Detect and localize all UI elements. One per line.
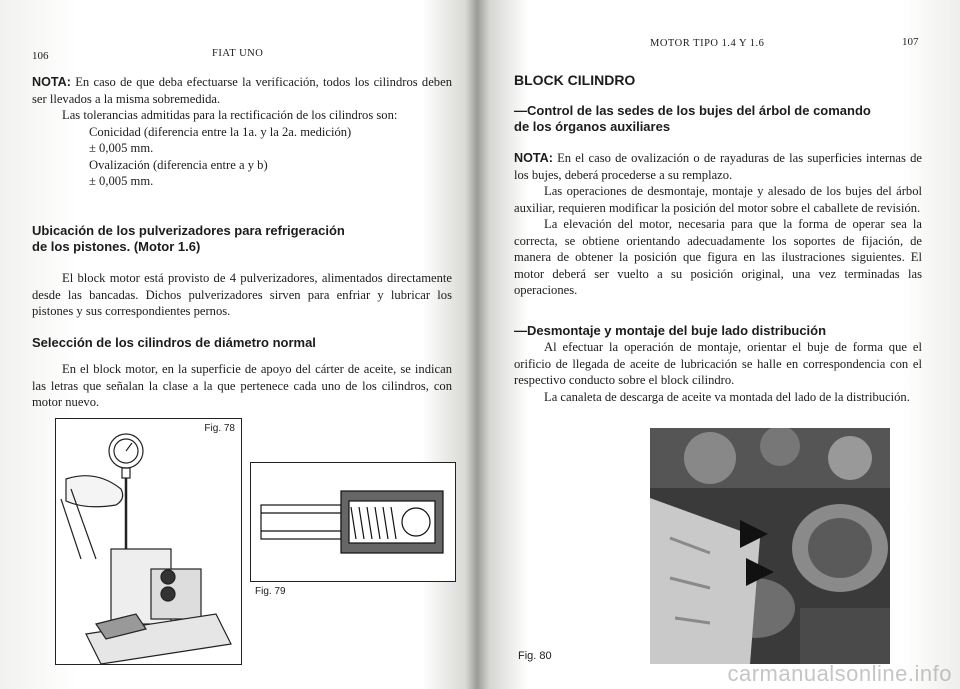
section-paragraph-1: Al efectuar la operación de montaje, orientar el buje de forma que el orificio de llegada de aceite de lubricación se halle en correspondencia con el respectivo conducto sobre el block cilindro.	[514, 340, 922, 387]
nota-label: NOTA:	[32, 75, 71, 89]
right-body	[514, 150, 922, 299]
figure-78	[55, 418, 242, 665]
right-page	[478, 0, 960, 689]
section-body-right	[514, 339, 922, 405]
tolerance-item: Conicidad (diferencia entre la 1a. y la 2a. medición)	[89, 124, 352, 139]
section-title-right: —Desmontaje y montaje del buje lado distribución	[514, 323, 827, 338]
block-subtitle	[514, 103, 914, 135]
sprayer-cross-section	[251, 463, 455, 581]
section1-title-line2: de los pistones. (Motor 1.6)	[32, 239, 201, 254]
section-paragraph-2: La canaleta de descarga de aceite va montada del lado de la distribución.	[544, 389, 910, 404]
section2-text: En el block motor, en la superficie de apoyo del cárter de aceite, se indican las letras que señalan la clase a la que pertenece cada uno de los cilindros, con motor nuevo.	[32, 362, 452, 409]
tolerances-intro: Las tolerancias admitidas para la rectificación de los cilindros son:	[62, 108, 398, 122]
figure-79	[250, 462, 456, 597]
tolerances-list	[32, 124, 452, 190]
tolerance-item: ± 0,005 mm.	[89, 141, 154, 155]
dial-gauge-illustration	[56, 419, 241, 664]
nota-text-right: En el caso de ovalización o de rayaduras de las superficies internas de los bujes, deberá procederse a su remplazo.	[514, 151, 922, 182]
engine-block-photo	[650, 428, 890, 664]
left-page	[0, 0, 478, 689]
section1-title	[32, 223, 452, 255]
subtitle-line2: de los órganos auxiliares	[514, 119, 671, 134]
figure-80-label: Fig. 80	[518, 650, 552, 662]
page-number-left: 106	[32, 50, 49, 62]
running-head-right: MOTOR TIPO 1.4 Y 1.6	[650, 38, 765, 49]
figure-78-label: Fig. 78	[204, 423, 235, 434]
running-head-left: FIAT UNO	[212, 48, 264, 59]
paragraph-2: La elevación del motor, necesaria para que la forma de operar sea la correcta, se obtiene orientando adecuadamente los soportes de fijación, de manera de obtener la posición que figura en las ilustraciones siguientes. El motor deberá ser vuelto a su posición original, una vez terminadas las operaciones.	[514, 217, 922, 297]
section1-title-line1: Ubicación de los pulverizadores para refrigeración	[32, 223, 345, 238]
section2-title: Selección de los cilindros de diámetro normal	[32, 335, 316, 350]
figure-80-photo	[650, 428, 890, 664]
tolerance-item: Ovalización (diferencia entre a y b)	[89, 157, 268, 172]
paragraph-1: Las operaciones de desmontaje, montaje y alesado de los bujes del árbol auxiliar, requieren modificar la posición del motor sobre el caballete de revisión.	[514, 184, 922, 215]
section1-text: El block motor está provisto de 4 pulverizadores, alimentados directamente desde las bancadas. Dichos pulverizadores sirven para enfriar y lubricar los pistones y sus correspondientes pernos.	[32, 271, 452, 318]
tolerance-item: ± 0,005 mm.	[89, 174, 154, 188]
subtitle-line1: —Control de las sedes de los bujes del árbol de comando	[514, 103, 871, 118]
watermark: carmanualsonline.info	[727, 661, 952, 686]
page-number-right: 107	[902, 36, 919, 48]
block-title: BLOCK CILINDRO	[514, 72, 636, 88]
nota-text: En caso de que deba efectuarse la verificación, todos los cilindros deben ser llevados a la misma sobremedida.	[32, 75, 452, 106]
nota-paragraph	[32, 74, 452, 190]
nota-label-right: NOTA:	[514, 151, 553, 165]
figure-79-label: Fig. 79	[255, 586, 286, 597]
